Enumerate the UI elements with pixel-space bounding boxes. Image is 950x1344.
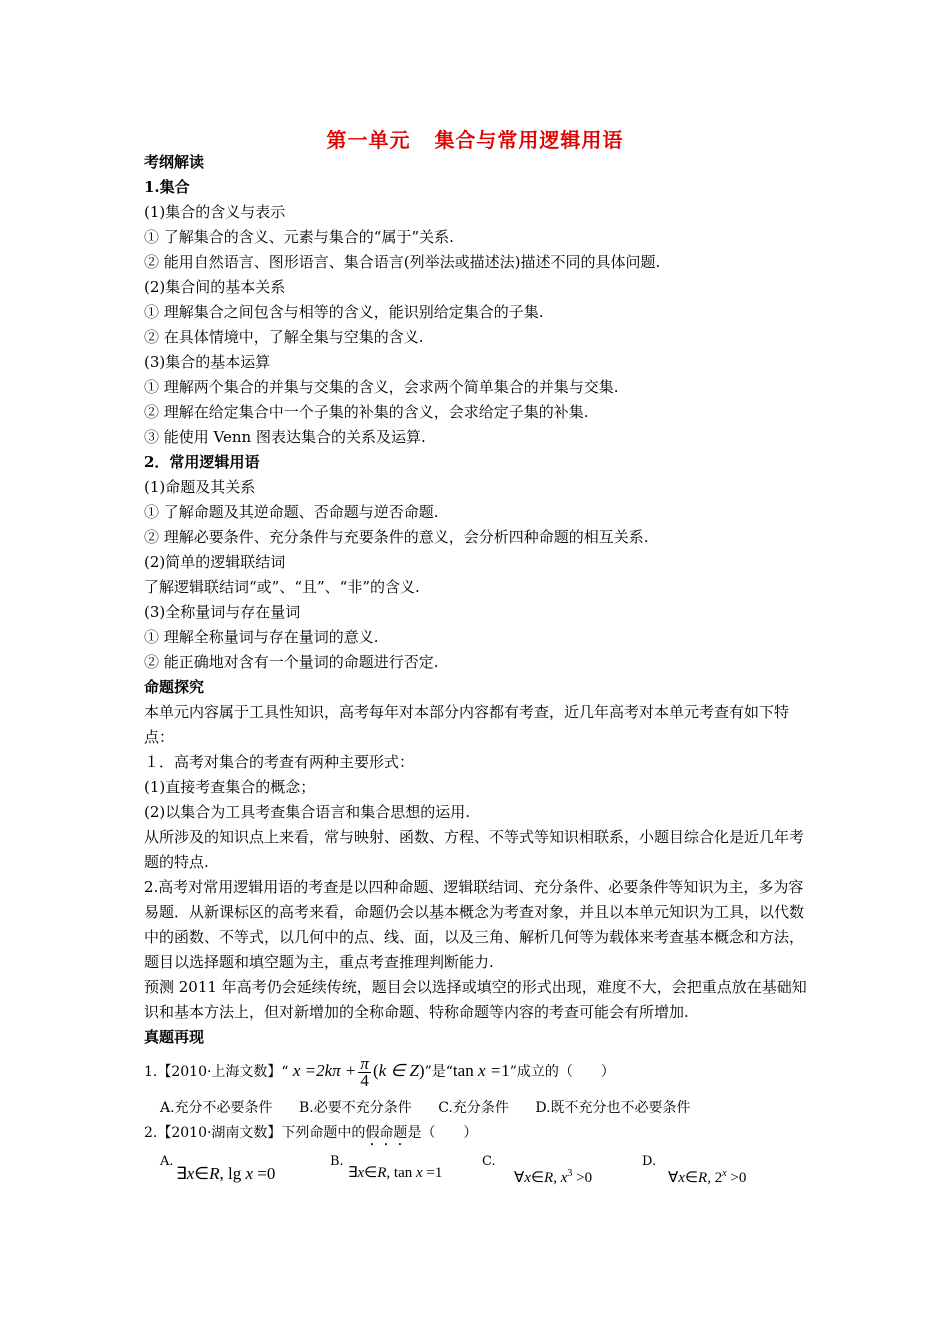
- text-line: (2)集合间的基本关系: [144, 278, 286, 296]
- text-line: (3)集合的基本运算: [144, 353, 271, 371]
- heading-logic: 2．常用逻辑用语: [144, 453, 260, 471]
- q1-condition: x =2kπ + $\frac{\pi}{4}$ (k ∈ Z): [288, 1053, 425, 1090]
- title-unit: 第一单元: [326, 128, 411, 152]
- q2-formula-c: ∀x∈R, $x^3 >0$: [514, 1168, 593, 1186]
- page-title: [0, 124, 950, 153]
- q2-formula-d: ∀x∈R, $2^x >0$: [668, 1168, 747, 1186]
- q2-suffix: 是（ ）: [407, 1125, 478, 1141]
- text-line: (1)直接考查集合的概念；: [144, 778, 316, 796]
- question-1: [144, 1050, 809, 1092]
- heading-real: 真题再现: [144, 1028, 205, 1046]
- question-2: [144, 1121, 809, 1149]
- text-line: ① 理解全称量词与存在量词的意义.: [144, 628, 379, 646]
- heading-set: 1.集合: [144, 178, 190, 196]
- q2-label-c: C.: [482, 1154, 496, 1169]
- q1-option-a[interactable]: A.充分不必要条件: [160, 1100, 273, 1116]
- heading-kaogang: 考纲解读: [144, 153, 205, 171]
- text-line: １．高考对集合的考查有两种主要形式：: [144, 753, 415, 771]
- q1-options: [144, 1096, 809, 1121]
- q1-option-d[interactable]: D.既不充分也不必要条件: [535, 1100, 691, 1116]
- q1-option-b[interactable]: B.必要不充分条件: [299, 1100, 412, 1116]
- document-body: [144, 150, 809, 1185]
- text-line: ② 在具体情境中，了解全集与空集的含义.: [144, 328, 424, 346]
- text-line: ② 理解必要条件、充分条件与充要条件的意义，会分析四种命题的相互关系.: [144, 528, 649, 546]
- text-line: ③ 能使用 Venn 图表达集合的关系及运算.: [144, 428, 426, 446]
- q2-label-b: B.: [330, 1154, 344, 1169]
- text-line: ② 能用自然语言、图形语言、集合语言(列举法或描述法)描述不同的具体问题.: [144, 253, 661, 271]
- q1-prefix: 1.【2010·上海文数】“: [144, 1064, 289, 1080]
- text-line: (3)全称量词与存在量词: [144, 603, 301, 621]
- q1-conclusion: tan x =1: [452, 1061, 510, 1080]
- text-line: ② 理解在给定集合中一个子集的补集的含义，会求给定子集的补集.: [144, 403, 589, 421]
- text-line: ① 理解集合之间包含与相等的含义，能识别给定集合的子集.: [144, 303, 544, 321]
- text-line: ② 能正确地对含有一个量词的命题进行否定.: [144, 653, 439, 671]
- q2-label-a: A.: [160, 1154, 174, 1169]
- text-line: ① 了解命题及其逆命题、否命题与逆否命题.: [144, 503, 439, 521]
- q1-middle: ”是“: [424, 1064, 453, 1080]
- q2-prefix: 2.【2010·湖南文数】下列命题中的: [144, 1125, 366, 1141]
- text-line: (1)集合的含义与表示: [144, 203, 286, 221]
- text-line: (2)简单的逻辑联结词: [144, 553, 286, 571]
- paragraph: 2.高考对常用逻辑用语的考查是以四种命题、逻辑联结词、充分条件、必要条件等知识为主，多为容易题．从新课标区的高考来看，命题仍会以基本概念为考查对象，并且以本单元知识为工具，以代数中的函数、不等式，以几何中的点、线、面，以及三角、解析几何等为载体来考查基本概念和方法，题目以选择题和填空题为主，重点考查推理判断能力.: [144, 878, 805, 971]
- q1-suffix: ”成立的（ ）: [509, 1064, 615, 1080]
- q2-emphasis: 假命题: [365, 1125, 408, 1141]
- paragraph: 从所涉及的知识点上来看，常与映射、函数、方程、不等式等知识相联系，小题目综合化是近几年考题的特点.: [144, 828, 805, 871]
- q2-label-d: D.: [642, 1154, 657, 1169]
- text-line: ① 理解两个集合的并集与交集的含义，会求两个简单集合的并集与交集.: [144, 378, 619, 396]
- heading-explore: 命题探究: [144, 678, 205, 696]
- text-line: (2)以集合为工具考查集合语言和集合思想的运用.: [144, 803, 471, 821]
- text-line: 了解逻辑联结词“或”、“且”、“非”的含义.: [144, 578, 420, 596]
- text-line: (1)命题及其关系: [144, 478, 256, 496]
- q2-formula-a: ∃x∈R, lg x =0: [176, 1164, 276, 1183]
- paragraph: 预测 2011 年高考仍会延续传统，题目会以选择或填空的形式出现，难度不大，会把重点放在基础知识和基本方法上，但对新增加的全称命题、特称命题等内容的考查可能会有所增加.: [144, 978, 807, 1021]
- q1-option-c[interactable]: C.充分条件: [438, 1100, 509, 1116]
- q2-options: [144, 1149, 809, 1185]
- paragraph: 本单元内容属于工具性知识，高考每年对本部分内容都有考查，近几年高考对本单元考查有如下特点：: [144, 703, 790, 746]
- q2-formula-b: ∃x∈R, tan x =1: [348, 1165, 443, 1181]
- title-topic: 集合与常用逻辑用语: [434, 128, 624, 152]
- text-line: ① 了解集合的含义、元素与集合的“属于”关系.: [144, 228, 454, 246]
